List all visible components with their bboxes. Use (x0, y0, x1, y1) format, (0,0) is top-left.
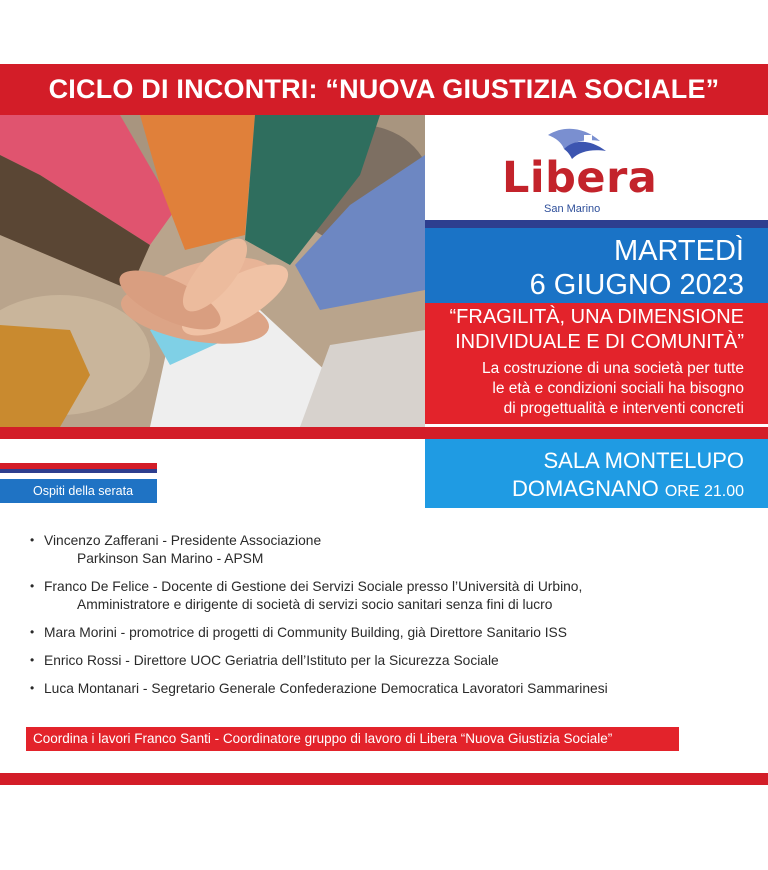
divider-strip (0, 427, 768, 439)
logo-subtitle: San Marino (544, 203, 601, 215)
talk-title-box (425, 303, 768, 358)
description-line-2: le età e condizioni sociali ha bisogno (492, 380, 744, 397)
talk-description-box (425, 358, 768, 424)
event-day: MARTEDÌ (614, 235, 744, 267)
bullet-icon: • (30, 533, 35, 547)
description-line-3: di progettualità e interventi concreti (503, 400, 744, 417)
list-item: • Vincenzo Zafferani - Presidente Associazione Parkinson San Marino - APSM (30, 533, 322, 566)
event-date-box (425, 228, 768, 303)
description-line-1: La costruzione di una società per tutte (482, 360, 744, 377)
bullet-icon: • (30, 681, 35, 695)
coordinator-box (26, 727, 679, 751)
divider-strip (425, 220, 768, 228)
venue-box (425, 439, 768, 508)
venue-name: SALA MONTELUPO (543, 448, 744, 473)
series-title: CICLO DI INCONTRI: “NUOVA GIUSTIZIA SOCIALE” (48, 74, 720, 104)
guest-list (30, 532, 750, 698)
bullet-icon: • (30, 579, 35, 593)
guests-label: Ospiti della serata (0, 479, 157, 503)
bullet-icon: • (30, 653, 35, 667)
logo-wordmark: Libera (502, 153, 658, 203)
venue-town: DOMAGNANO (512, 476, 659, 501)
list-item: • Mara Morini - promotrice di progetti di Community Building, già Direttore Sanitario ISS (30, 625, 567, 640)
list-item: • Luca Montanari - Segretario Generale Confederazione Democratica Lavoratori Sammarinesi (30, 681, 608, 696)
list-item: • Enrico Rossi - Direttore UOC Geriatria dell’Istituto per la Sicurezza Sociale (30, 653, 499, 668)
talk-title-line-2: INDIVIDUALE E DI COMUNITÀ” (455, 331, 744, 353)
event-series-banner (0, 64, 768, 115)
coordinator-text: Coordina i lavori Franco Santi - Coordinatore gruppo di lavoro di Libera “Nuova Giustizia Sociale” (33, 731, 613, 746)
event-time: ORE 21.00 (664, 483, 744, 500)
talk-title-line-1: “FRAGILITÀ, UNA DIMENSIONE (449, 306, 744, 328)
guests-section-tab (0, 463, 157, 506)
list-item: • Franco De Felice - Docente di Gestione dei Servizi Sociale presso l’Università di Urbino, Amministratore e dirigente di società di servizi socio sanitari senza fini di lucro (30, 579, 583, 612)
event-date: 6 GIUGNO 2023 (529, 269, 744, 301)
divider-strip (0, 773, 768, 785)
bullet-icon: • (30, 625, 35, 639)
libera-logo (488, 115, 768, 220)
hands-together-photo (0, 115, 425, 427)
